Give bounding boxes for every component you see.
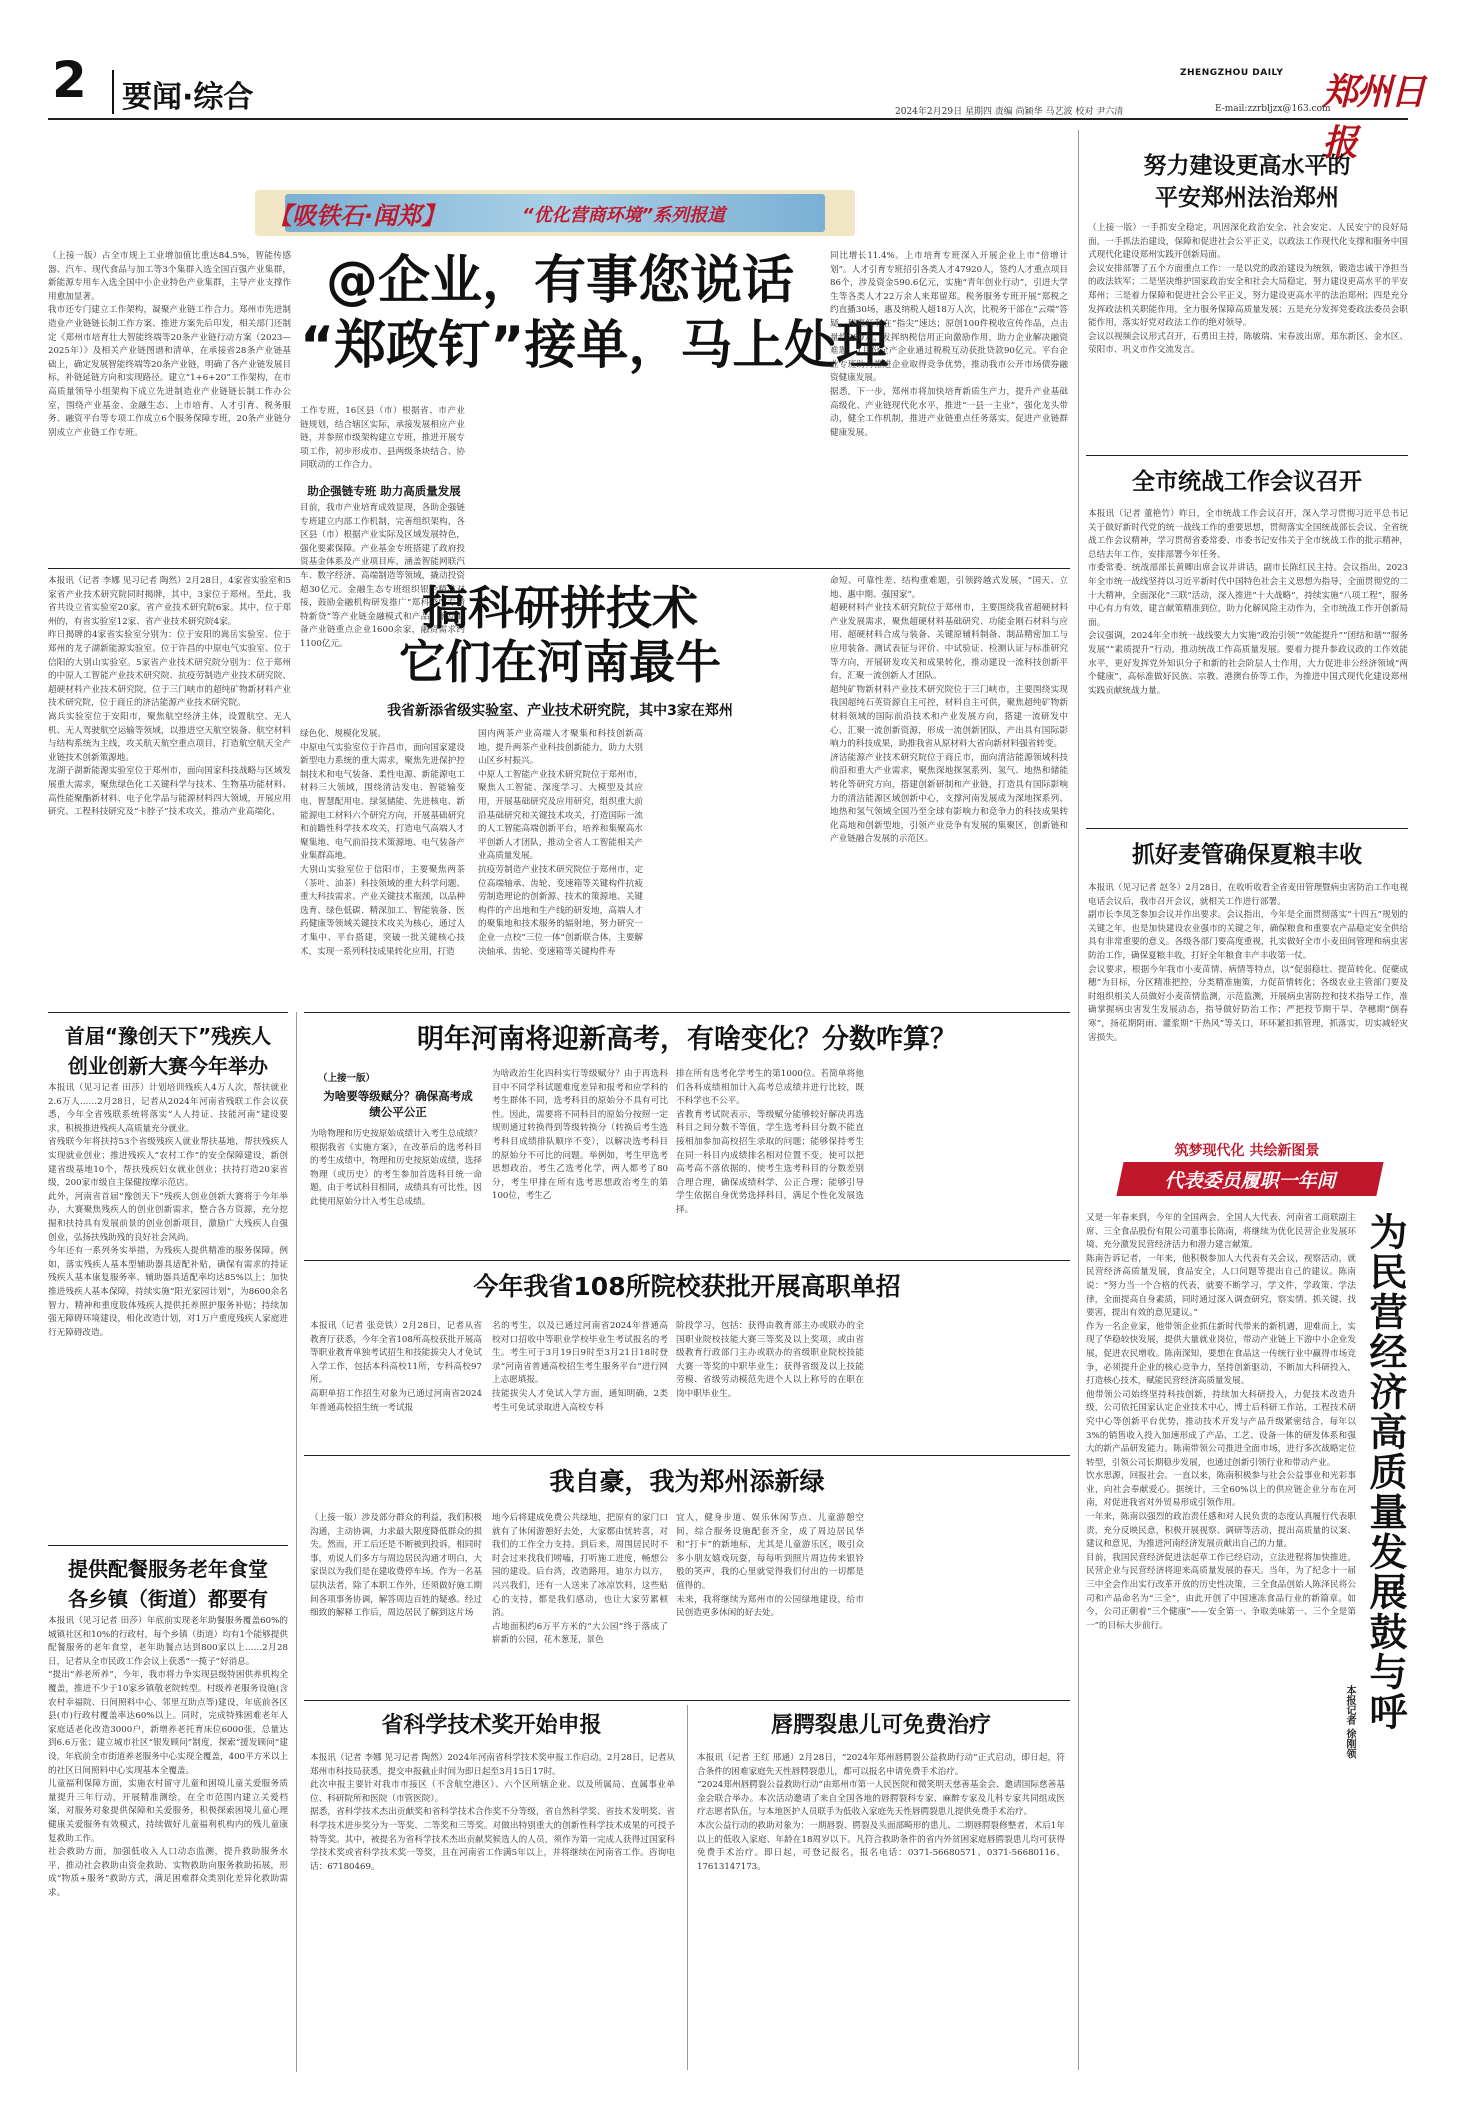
sci-col-1: 本报讯（记者 李娜 见习记者 陶然）2月28日，4家省实验室和5家省产业技术研究院同时揭牌，其中，3家位于郑州。至此，我省共设立省实验室20家，省产业技术研究院6家。其中，位于郑州的，有省实验室12家、省产业技术研究院4家。 昨日揭牌的4家省实验室分别为：位于安阳的嵩岳实验室、位于郑州的龙子湖新能源实验室、位于许昌的中原电气实验室、位于信阳的大别山实验室。5家省产业技术研究院分别为：位于郑州的中原人工智能产业技术研究院、抗疫劳制造产业技术研究院、超硬材料产业技术研究院，位于三门峡市的超纯矿物新材料产业技术研究院，位于商丘的济洁能源产业技术研究院。 嵩兵实验室位于安阳市，聚焦航空经济主体，设置航空、无人机、无人驾驶航空运输等领域，以推进空天航空装备、航空材料与结构系统为主线，攻关航天航空重点项目，打造航空航天全产业链技术创新策源地。 龙湖子湖新能源实验室位于郑州市，面向国家科技战略与区域发展重大需求，聚焦绿色化工关键科学与技术、生物基功能材料、高性能聚酯新材料、电子化学品与能源材料四大领域，开展应用研究、工程科技研究及“卡脖子”技术攻关，推动产业高端化、	[48, 576, 291, 818]
green-title: 我自豪，我为郑州添新绿	[549, 1467, 825, 1496]
green-col-1: （上接一版）涉及部分群众的利益，我们积极沟通，主动协调，力求最大限度降低群众的损失。然而，开工后还是不断被到投诉，相同时事，劝说人们多方与周边居民沟通才明白，大家误以为我们是在建收费停车场。作为一名基层执法者，除了本职工作外，还须做好施工期间各项事务协调，解答周边百姓的疑惑。经过细致的解释工作后，周边居民了解到这片场	[310, 1513, 482, 1619]
vocational-col-3: 阶段学习，包括：获得由教育部主办或联办的全国职业院校技能大赛三等奖及以上奖项，或由省级教育行政部门主办或联办的省级职业院校技能大赛一等奖的中职毕业生；获得省级及以上技能劳模、省级劳动模范先进个人以上称号的在职在岗中职毕业生。	[676, 1321, 864, 1399]
rep-vertical-title: 为民营经济高质量发展鼓与呼	[1363, 1212, 1407, 1732]
science-award-body: 本报讯（记者 李娜 见习记者 陶然）2024年河南省科学技术奖申报工作启动。2月28日，记者从郑州市科技局获悉，提交申报截止时间为即日起至3月15日17时。 此次申报主要针对我市市接区（不含航空港区）、六个区所辖企业、以及所属局、直属事业单位、科研院所和医院（市管医院）。 据悉，省科学技术杰出贡献奖和省科学技术合作奖不分等级，省自然科学奖、省技术发明奖、省科学技术进步奖分为一等奖、二等奖和三等奖。对做出特别重大的创新性科学技术成果的可授予特等奖。其中，被提名为省科学技术杰出贡献奖候选人的人员，须作为第一完成人获得过国家科学技术奖或省科学技术奖一等奖，且在河南省工作满5年以上，并将继续在河南省工作。咨询电话：67180469。	[310, 1753, 675, 1872]
rep-byline: 本报记者 徐刚领	[1344, 1685, 1355, 1759]
right-col-divider	[1078, 130, 1079, 2070]
green-top-rule	[304, 1455, 1070, 1456]
page-number: 2	[52, 51, 87, 109]
lead-col-2: 工作专班，16区县（市）根据省、市产业链规划，结合辖区实际，承接发展相应产业链，并参照市级架构建立专班，推进开展专项工作，初步形成市、县两级条块结合、协同联动的工作合力。	[300, 406, 465, 471]
wheat-title: 抓好麦管确保夏粮丰收	[1132, 842, 1362, 868]
elderly-body: 本报讯（见习记者 田莎）年底前实现老年助餐服务覆盖60%的城镇社区和10%的行政村，每个乡镇（街道）均有1个能够提供配餐服务的老年食堂，老年助餐点达到800家以上……2月28日，记者从全市民政工作会议上获悉“一揽子”好消息。 “提出“养老所养”，今年，我市将力争实现县级特困供养机构全覆盖，推进不少于10家乡镇敬老院转型。村级养老服务设施(含农村幸福院、日间照料中心、邻里互助点等)建设，年底前各区县(市)行政村覆盖率达60%以上。同时，完成特殊困难老年人家庭适老化改造3000户，新增养老托育床位6000张，总量达到6.6万张；建立城市社区“银发顾问”制度，探索“援发顾问”建设，年底前全市街道养老服务中心实现全覆盖，400平方米以上的社区日间照料中心实现基本全覆盖。 儿童福利保障方面，实施农村留守儿童和困境儿童关爱服务质量提升三年行动，开展精准测绘，在全市范围内建立关爱档案，对服务对象提供保障和关爱服务，积极探索困境儿童心理健康关爱服务有效模式，持续做好儿童福利机构内的残儿童康复救助工作。 社会救助方面，加强低收入人口动态监测，提升救助服务水平，推动社会救助由资金救助、实物救助向服务救助拓展，形成“物质+服务”救助方式，满足困难群众类别化差异化救助需求。	[48, 1616, 288, 1898]
sci-subtitle: 我省新添省级实验室、产业技术研究院，其中3家在郑州	[387, 703, 733, 719]
lead-col-4: 同比增长11.4%。上市培育专班深入开展企业上市“倍增计划”。人才引育专班招引各类人才47920人，签约人才重点项目86个，涉及资金590.6亿元，实施“青年创业行动”，引进大学生等各类人才22万余人来郑留郑。税务服务专班开展“郑税之约直播30场，惠及纳税人超18万人次，比税务干部在“云端”答疑，税惠红利在“指尖”速达；原创100件税收宣传作品，点击量约280万。发挥纳税信用正向激励作用，助力企业解决融资难题，1月份全产企业通过税税互动获批贷款90亿元。平台企业专班助力推进企业取得竞争优势，推动我市公开市场债券融资健康发展。 据悉，下一步，郑州市将加快培育新质生产力，提升产业基础高级化、产业链现代化水平，推进“一县一主业”，强化龙头带动，健全工作机制，推进产业链重点任务落实，促进产业链群健康发展。	[830, 251, 1068, 438]
security-title-line1: 努力建设更高水平的	[1143, 153, 1351, 179]
section-title: 要闻·综合	[122, 80, 254, 115]
elderly-title-line1: 提供配餐服务老年食堂	[68, 1557, 268, 1581]
bottom-stories-divider	[687, 1705, 688, 2070]
lead-title-line2: “郑政钉”接单，马上处理	[300, 316, 889, 376]
rep-banner-title: 代表委员履职一年间	[1164, 1170, 1336, 1192]
disabled-title-line2: 创业创新大赛今年举办	[68, 1054, 268, 1078]
vocational-title: 今年我省108所院校获批开展高职单招	[473, 1272, 901, 1301]
vocational-col-1: 本报讯（记者 张竞铁）2月28日，记者从省教育厅获悉，今年全省108所高校获批开展高等职业教育单独考试招生和技能拔尖人才免试入学工作，包括本科高校11所，专科高校97所。 高职单招工作招生对象为已通过河南省2024年普通高校招生统一考试报	[310, 1321, 482, 1413]
sci-title-line2: 它们在河南最牛	[399, 635, 721, 689]
green-col-2: 地今后将建成免费公共绿地，把原有的家门口就有了休闲游憩好去处，大家都由忧转喜，对我们的工作全力支持。到后来，周围居民时不时会过来找我们唠嗑，打听施工进度，畅想公园的建设。后台湾，改造路用，迪尔力以方，兴兴我们，还有一人送来了冰凉饮料，这些贴心的支持，都是我们感动，也让大家劳累顿消。 占地面积约6万平方米的“大公园”终于落成了崭新的公园，花木葱茏，景色	[492, 1513, 668, 1646]
disabled-body: 本报讯（见习记者 田莎）计划培训残疾人4万人次，帮扶就业2.6万人……2月28日，记者从2024年河南省残联工作会议获悉，今年全省残联系统将落实“人人持证、技能河南”建设要求，积极推进残疾人高质量充分就业。 省残联今年将扶持53个省级残疾人就业帮扶基地，帮扶残疾人实现就业创业；推进残疾人“农村工作”的安全保障建设，新创建省级基地10个，帮扶残疾妇女就业创业；扶持打造20家省级，200家市级自主保健按摩示范店。 此外，河南省首届“豫创天下”残疾人创业创新大赛将于今年举办，大赛聚焦残疾人的创业创新需求，整合各方资源，充分挖掘和扶持具有发展前景的创业创新项目，激励广大残疾人自强创业，弘扬扶残助残的良好社会风尚。 今年还有一系列务实举措，为残疾人提供精准的服务保障。例如，落实残疾人基本型辅助器具适配补贴，确保有需求的持证残疾人基本康复服务率、辅助器具适配率均达85%以上；加快推进残疾人基本保障，持续实施“阳光家园计划”，为8600余名智力、精神和重度肢体残疾人提供托养照护服务补贴；持续加强无障碍环境建设，相化改造计划，对1万户重度残疾人家庭进行无障碍改造。	[48, 1083, 288, 1338]
sci-col-4: 命短、可靠性差、结构重难题，引领跨越式发展，“国天、立地、惠中期、强国家”。 超硬材料产业技术研究院位于郑州市，主要围绕我省超硬材料产业发展需求，聚焦超硬材料基础研究、功能金刚石材料与应用、超硬材料合成与装备、关键原辅料制备、制品精密加工与应用装备、测试表征与评价、中试验证、检测认证与标准研究等方向，开展研发攻关和成果转化，推动建设一流科技创新平台，汇聚一流创新人才团队。 超纯矿物新材料产业技术研究院位于三门峡市，主要围绕实现我国超纯石英资源自主可控，材料自主可供，聚焦超纯矿物新材料领域的国际前沿技术和产业发展方向，搭建一流研发中心，汇聚一流创新资源，形成一流创新团队，产出具有国际影响力的科技成果，助推我省从原材料大省向新材料强省转变。 济洁能源产业技术研究院位于商丘市，面向清洁能源领域科技前沿和重大产业需求，聚焦深地探氢系列、氢气、地热和储能转化等研究方向，搭建创新研制和产业链，打造具有国际影响力的清洁能源区域创新中心，支撑河南发展成为深地探系列、地热和氢气领域全国乃至全球有影响力和竞争力的科技成果转化高地和创新型地，引领产业竞争有发展的集聚区，创新链和产业链融合发展的示范区。	[830, 576, 1068, 845]
vocational-top-rule	[304, 1260, 1070, 1261]
banner-series-left: 【吸铁石·闻郑】	[268, 202, 446, 230]
gaokao-subhead: 为啥要等级赋分？确保高考成绩公平公正	[323, 1089, 473, 1119]
united-front-rule	[1086, 455, 1408, 456]
left-rule-2	[48, 1545, 288, 1546]
united-front-body: 本报讯（记者 董艳竹）昨日，全市统战工作会议召开，深入学习贯彻习近平总书记关于做好新时代党的统一战线工作的重要思想，贯彻落实全国统战部长会议、全省统战工作会议精神，学习贯彻省委常委、市委书记安伟关于全市统战工作的批示精神，总结去年工作，安排部署今年任务。 市委常委、统战部部长黄卿出席会议并讲话，副市长陈红民主持。会议指出，2023年全市统一战线坚持以习近平新时代中国特色社会主义思想为指导，全面贯彻党的二十大精神，全面深化“三联”活动，深入推进“十大战略”，持续实施“八项工程”，服务中心有力有效，建言献策精准到位，助力化解风险主动作为，全市统战工作开创新局面。 会议强调，2024年全市统一战线要大力实施“政治引领”“效能提升”“团结和谐”“服务发展”“素质提升”行动，推动统战工作高质量发展。要着力提升参政议政的工作效能水平，更好发挥党外知识分子和新的社会阶层人士作用，大力促进非公经济领域“两个健康”，高标准做好民族、宗教、港澳台侨等工作，为推进中国式现代化建设郑州实践贡献统战力量。	[1088, 509, 1408, 696]
wheat-rule	[1086, 828, 1408, 829]
sci-col-2: 绿色化、规模化发展。 中原电气实验室位于许昌市，面向国家建设新型电力系统的重大需求，聚焦先进保护控制技术和电气装备、柔性电源、新能源电工材料三大领域，围绕清洁发电、智能输变电、智慧配用电、绿氢储能、先进核电、新能源电工材料六个研究方向，开展基础研究和前瞻性科学技术攻关，打造电气高端人才聚集地、电气前沿技术策源地、电气装备产业集群高地。 大别山实验室位于信阳市，主要聚焦两茶（茶叶、油茶）科技领域的重大科学问题、重大科技需求、产业关键技术瓶颈，以品种选育、绿色低碳、精深加工、智能装备、医药健康等领域关键技术攻关为核心，通过人才集中、平台搭建，突破一批关键核心技术，实现一系列科技成果转化应用，打造	[300, 729, 465, 957]
header-divider	[112, 70, 114, 114]
elderly-title-line2: 各乡镇（街道）都要有	[68, 1587, 268, 1611]
united-front-title: 全市统战工作会议召开	[1132, 469, 1362, 495]
brand-english: ZHENGZHOU DAILY	[1180, 68, 1284, 78]
security-body: （上接一版）一手抓安全稳定，巩固深化政治安全、社会安定、人民安宁的良好局面，一手抓法治建设，保障和促进社会公平正义，以政法工作现代化支撑和服务中国式现代化建设郑州实践开创新局面。 会议安排部署了五个方面重点工作：一是以党的政治建设为统领，锻造忠诚干净担当的政法铁军；二是坚决维护国家政治安全和社会大局稳定，努力建设更高水平的平安郑州；三是着力保障和促进社会公平正义，努力建设更高水平的法治郑州；四是充分发挥政法机关职能作用，全力服务保障高质量发展；五是充分发挥党委政法委员会职能作用，落实好党对政法工作的绝对领导。 会议以视频会议形式召开，石勇田主持，陈敏瑞、宋春波出席，郑东新区、金水区、荥阳市、巩义市作交流发言。	[1088, 223, 1408, 356]
sci-col-3: 国内两茶产业高端人才聚集和科技创新高地，提升两茶产业科技创新能力，助力大别山区乡村振兴。 中原人工智能产业技术研究院位于郑州市，聚焦人工智能、深度学习、大模型及其应用，开展基础研究及应用研究，组织重大前沿基础研究和关键技术攻关，打造国际一流的人工智能高端创新平台，培养和集聚高水平创新人才团队，推动全省人工智能相关产业高质量发展。 抗疫劳制造产业技术研究院位于郑州市，定位高端轴承、齿轮、变速箱等关键构件抗疲劳制造理论的创新源、技术的策源地、关键构件的产出地和生产线的研发地，高端人才的聚集地和技术服务的辐射地，努力研究一企业一点校”三位一体”创新联合体，主要解决轴承、齿轮、变速箱等关键构件寿	[478, 729, 643, 957]
header-rule	[48, 118, 1408, 120]
green-col-3: 宜人，健身步道、娱乐休闲节点、儿童游憩空间，综合服务设施配套齐全，成了周边居民华和“打卡”的新地标，尤其是儿童游乐区，吸引众多小朋友嬉戏玩耍，每每听到照片周边传来银铃般的笑声，我的心里就觉得我们付出的一切都是值得的。 未来，我将继续为郑州市的公园绿地建设，给市民创造更多休闲的好去处。	[676, 1513, 864, 1619]
left-col-divider	[296, 1012, 297, 2072]
gaokao-top-rule	[304, 1012, 1070, 1013]
rep-body: 又是一年春来到，今年的全国两会，全国人大代表、河南省工商联副主席、三全食品股份有限公司董事长陈南，将继续为优化民营企业发展环境、充分激发民营经济活力和潜力建言献策。 陈南告诉记者，一年来，他积极参加人大代表有关会议，视察活动，就民营经济高质量发展，食品安全，人口问题等提出自己的建议。陈南说：“努力当一个合格的代表，就要不断学习，学文件，学政策、学法律，全面提高自身素质，同时通过深入调查研究，察实情、抓关键、找要害，提出有效的意见建议。” 作为一名企业家，他带领企业抓住新时代带来的新机遇，迎难而上，实现了华稳较快发展，提供大量就业岗位，带动产业链上下游中小企业发展，促进农民增收。陈南深知，要想在食品这一传统行业中赢得市场竞争，必须提升企业的核心竞争力，坚持创新驱动，不断加大科研投入，打造核心技术，赋能民营经济高质量发展。 他带领公司始终坚持科技创新，持续加大科研投入，力促技术改造升级，公司依托国家认定企业技术中心，博士后科研工作站，工程技术研究中心等创新平台优势，推动技术开发与产品升级紧密结合，每年以3%的销售收入投入加速形成了产品、工艺、设备一体的研发体系和强大的新产品研发能力。陈南带领公司推进全面市场，进行多次战略定位转型，引领公司长期稳步发展，也通过创新引领行业和带动产业。 饮水思源，回报社会。一直以来，陈南积极参与社会公益事业和光彩事业，向社会奉献爱心。据统计，三全60%以上的供应链企业分布在河南，对促进我省对外贸易形成引领作用。 一年来，陈南以强烈的政治责任感和对人民负责的态度认真履行代表职责，充分反映民意，积极开展视察、调研等活动，提出高质量的议案、建议和意见，为推进河南经济发展贡献出自己的力量。 目前，我国民营经济促进法起草工作已经启动，立法进程将加快推进。民营企业与民营经济将迎来高质量发展的春天。当年，为了纪念十一届三中全会作出实行改革开放的历史性决策，三全食品创始人陈泽民将公司和产品命名为“三全”，由此开创了中国速冻食品行业的新篇章。如今，公司正朝着“三个健康”——安全第一、争取美味第一、三个全是第一”的目标大步前行。	[1086, 1213, 1356, 1631]
bottom-stories-rule	[304, 1700, 1070, 1701]
sci-title-line1: 搞科研拼技术	[422, 581, 698, 635]
cleft-body: 本报讯（记者 王红 邢通）2月28日，“2024年郑州唇腭裂公益救助行动”正式启动，即日起，符合条件的困难家庭先天性唇腭裂患儿，都可以报名申请免费手术治疗。 “2024郑州唇腭裂公益救助行动”由郑州市第一人民医院和微笑明天慈善基金会、邀请国际慈善基金会联合举办。本次活动邀请了来自全国各地的唇腭裂科专家、麻醉专家及儿科专家共同组成医疗志愿者队伍，与本地医护人员联手为低收入家庭先天性唇腭裂患儿提供免费手术治疗。 本次公益行动的救助对象为：一期唇裂、腭裂及头面部畸形的患儿、二期唇腭裂修整者，术后1年以上的低收入家庭、年龄在18周岁以下。凡符合救助条件的省内外贫困家庭唇腭裂患儿均可获得免费手术治疗。即日起，可登记报名，报名电话：0371-56680571、0371-56680116、17613147173。	[697, 1753, 1065, 1872]
sci-top-rule	[48, 568, 1070, 569]
gaokao-title: 明年河南将迎新高考，有啥变化？分数咋算？	[417, 1024, 957, 1055]
left-rule-1	[48, 1012, 288, 1013]
cleft-title: 唇腭裂患儿可免费治疗	[770, 1713, 991, 1738]
gaokao-col-1: 为啥物理和历史按原始成绩计入考生总成绩？根据我省《实施方案》，在改革后的选考科目的考生成绩中，物理和历史按原始成绩，选择物理（或历史）的考生参加首选科目统一命题，由于考试科目相同，成绩具有可比性，因此使用原始分计入考生总成绩。	[310, 1129, 482, 1207]
lead-col-1: （上接一版）占全市规上工业增加值比重达84.5%，智能传感器、汽车、现代食品与加工等3个集群入选全国百强产业集群，新能源专用车入选全国中小企业特色产业集群，主导产业支撑作用愈加显著。 我市还专门建立工作架构，凝聚产业链工作合力。郑州市先进制造业产业链链长制工作方案、推进方案先后印发，相关部门还制定《郑州市培育壮大智能终端等20条产业链行动方案（2023—2025年）》及相关产业链图谱和清单，在承接省28条产业链基础上，确定发展智能终端等20条产业链，明确了各产业链发展目标，补链延链方向和实现路径。建立“1+6+20”工作架构，在市高质量领导小组架构下成立先进制造业产业链链长制工作办公室，围绕产业基金、金融生态、上市培育、人才引育、税务服务、融资平台等专项工作成立6个服务保障专班，20条产业链分别成立产业链工作专班。	[48, 251, 291, 438]
wheat-body: 本报讯（见习记者 赵冬）2月28日，在收听收看全省麦田管理暨病虫害防治工作电视电话会议后，我市召开会议，就相关工作进行部署。 副市长李凤芝参加会议并作出要求。会议指出，今年是全面贯彻落实“十四五”规划的关键之年，也是加快建设农业强市的关键之年，确保粮食和重要农产品稳定安全供给具有非常重要的意义。各级各部门要高度重视，扎实做好全市小麦田间管理和病虫害防治工作，确保夏粮丰收，打好全年粮食丰产丰收第一仗。 会议要求，根据今年我市小麦苗情、病情等特点，以“促弱稳壮、提苗转化、促蘗成穗”为目标，分区精准把控，分类精准施策，力促苗情转化；各级农业主管部门要及时组织相关人员做好小麦苗情监测，示范监测，开展病虫害防控和技术指导工作，准确掌握病虫害发生发展动态，指导做好防治工作；严把投节期干旱、孕穗期“倒春寒”，扬花期阴雨、灌浆期“干热风”等关口，环环紧扣抓管理，抓落实，切实减轻灾害损失。	[1088, 883, 1408, 1043]
gaokao-col-3: 排在所有选考化学考生的第1000位。若简单将他们各科成绩相加计入高考总成绩并进行比较，既不科学也不公平。 省教育考试院表示，等级赋分能够较好解决再选科目之间分数不等值，学生选考科目分数不能直接相加参加高校招生录取的问题；能够保持考生在同一科目内成绩排名相对位置不变，使可以把高考高不落依据的，使考生选考科目的分数差别合理合理，确保成绩科学、公正合理；能够引导学生依据自身优势选择科目，满足个性化发展选择。	[676, 1069, 864, 1215]
disabled-title-line1: 首届“豫创天下”残疾人	[64, 1024, 272, 1048]
email: E-mail:zzrbljzx@163.com	[1215, 104, 1331, 114]
lead-title-line1: @企业，有事您说话	[325, 251, 794, 311]
brand-logo: 郑州日报	[1322, 71, 1425, 164]
rep-kicker: 筑梦现代化 共绘新图景	[1174, 1143, 1320, 1159]
dateline: 2024年2月29日 星期四 责编 尚颖华 马艺波 校对 尹六清	[895, 107, 1124, 117]
lead-col-2b: 目前，我市产业培育成效显现，各助企强链专班建立内部工作机制，完善组织架构，各区县（市）根据产业实际及区域发展特色，强化要素保障。产业基金专班搭建了政府投资基金体系及产业项目库，涵盖智能网联汽车、数字经济、高端制造等领域，撬动投资超30亿元。金融生态专班组织银企精准对接，鼓励金融机构研发推广“郑科贷”“专精特新贷”等产业链金融模式和产品，滚动储备产业链重点企业1600余家，融资需求约1100亿元。	[300, 503, 465, 649]
security-title-line2: 平安郑州法治郑州	[1155, 185, 1339, 211]
science-award-title: 省科学技术奖开始申报	[381, 1713, 602, 1738]
banner-series-right: “优化营商环境”系列报道	[522, 205, 726, 226]
gaokao-lede: （上接一版）	[318, 1073, 376, 1084]
gaokao-col-2: 为啥政治生化四科实行等级赋分？由于再选科目中不同学科试题难度差异和报考和应学科的考生群体不同，选考科目的原始分不具有可比性。因此，需要将不同科目的原始分按照一定规则通过转换得到等级转换分（转换后考生选考科目成绩排队顺序不变），以解决选考科目的原始分不可比的问题。举例如，考生甲选考思想政治，考生乙选考化学，两人都考了80分，考生甲排在所有选考思想政治考生的第100位，考生乙	[492, 1069, 668, 1202]
lead-col2-subhead: 助企强链专班 助力高质量发展	[307, 484, 461, 498]
vocational-col-2: 名的考生，以及已通过河南省2024年普通高校对口招收中等职业学校毕业生考试报名的考生。考生可于3月19日9时至3月21日18时登录“河南省普通高校招生考生服务平台”进行网上志愿填报。 技能拔尖人才免试入学方面，通知明确，2类考生可免试录取进入高校专科	[492, 1321, 668, 1413]
